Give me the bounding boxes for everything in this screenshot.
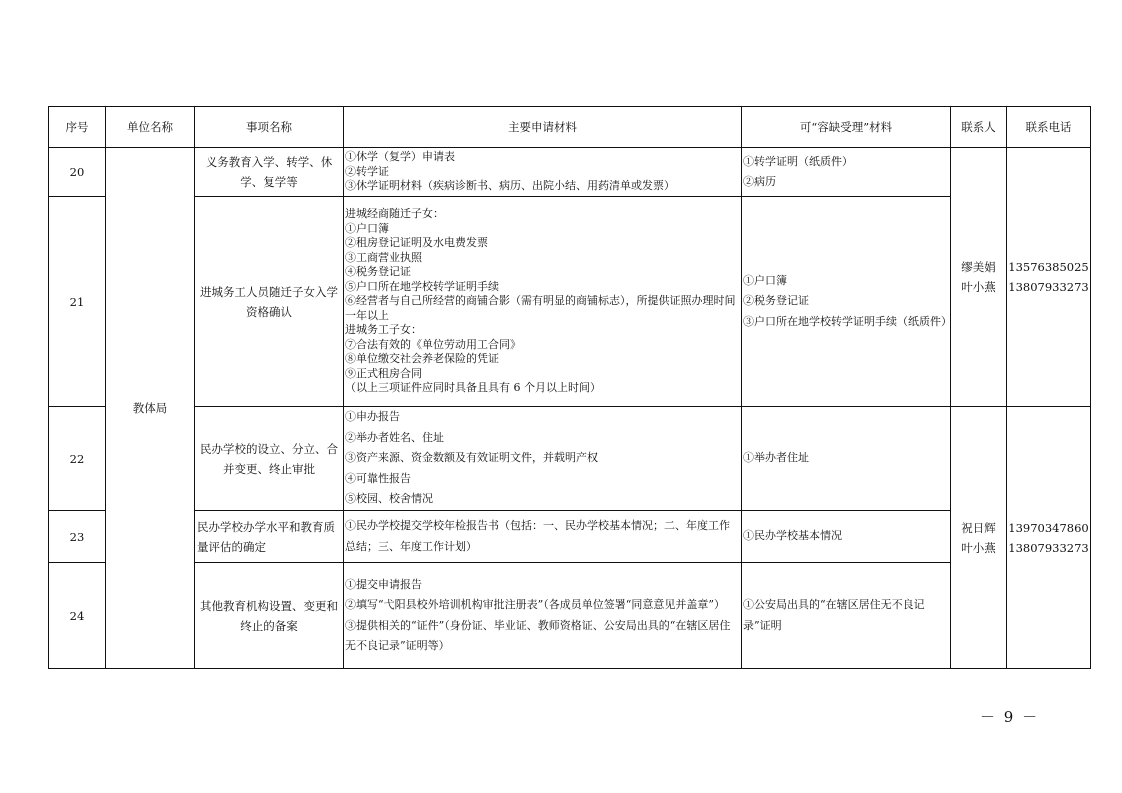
header-item: 事项名称: [195, 107, 344, 148]
header-contact: 联系人: [951, 107, 1007, 148]
material-line: ②填写“弋阳县校外培训机构审批注册表”（各成员单位签署“同意意见并盖章”）: [345, 598, 725, 611]
tolerant-line: ①民办学校基本情况: [743, 529, 842, 543]
material-line: ⑦合法有效的《单位劳动用工合同》: [345, 337, 521, 351]
contact-names-1: [951, 148, 1007, 407]
header-tolerant: 可“容缺受理”材料: [742, 107, 951, 148]
contact-phone: 13807933273: [1008, 540, 1089, 555]
material-line: ②转学证: [345, 164, 389, 178]
row-seq: 23: [49, 511, 106, 563]
row-seq: 21: [49, 197, 106, 407]
row-materials: [344, 197, 742, 407]
material-line: ④税务登记证: [345, 265, 411, 279]
data-table: [48, 106, 1091, 669]
material-line: ①民办学校提交学校年检报告书（包括：一、民办学校基本情况；二、年度工作总结；三、年度工作计划）: [345, 519, 730, 553]
material-line: ②举办者姓名、住址: [345, 430, 444, 444]
tolerant-line: ①举办者住址: [743, 451, 809, 465]
contact-name: 叶小燕: [961, 540, 996, 555]
row-materials: [344, 407, 742, 511]
material-line: ⑨正式租房合同: [345, 366, 422, 380]
table-row: [49, 407, 1091, 511]
row-seq: 22: [49, 407, 106, 511]
contact-phone: 13576385025: [1008, 260, 1089, 274]
material-line: ③资产来源、资金数额及有效证明文件，并载明产权: [345, 451, 598, 465]
contact-phones-1: [1007, 148, 1091, 407]
contact-phones-2: [1007, 407, 1091, 669]
contact-name: 叶小燕: [961, 280, 996, 294]
tolerant-line: ②病历: [743, 175, 776, 188]
material-line: ①户口簿: [345, 221, 389, 235]
material-line: ④可靠性报告: [345, 471, 411, 485]
tolerant-line: ①公安局出具的“在辖区居住无不良记录”证明: [743, 598, 925, 632]
unit-name: 教体局: [106, 148, 195, 669]
material-line: ②租房登记证明及水电费发票: [345, 236, 488, 250]
row-materials: [344, 148, 742, 197]
table-row: [49, 148, 1091, 197]
material-line: ①申办报告: [345, 410, 400, 424]
row-item: 民办学校办学水平和教育质量评估的确定: [195, 511, 344, 563]
material-line: （以上三项证件应同时具备且具有 6 个月以上时间）: [345, 381, 601, 395]
row-item: 其他教育机构设置、变更和终止的备案: [195, 563, 344, 669]
row-seq: 20: [49, 148, 106, 197]
header-phone: 联系电话: [1007, 107, 1091, 148]
material-line: 进城经商随迁子女：: [345, 207, 444, 221]
material-line: ③提供相关的“证件”（身份证、毕业证、教师资格证、公安局出具的“在辖区居住无不良记录”证明等）: [345, 618, 731, 652]
row-tolerant: [742, 197, 951, 407]
material-line: ⑤校园、校舍情况: [345, 492, 433, 506]
material-line: ⑧单位缴交社会养老保险的凭证: [345, 352, 499, 366]
material-line: ③休学证明材料（疾病诊断书、病历、出院小结、用药清单或发票）: [345, 179, 675, 193]
contact-phone: 13807933273: [1008, 280, 1089, 294]
tolerant-line: ①户口簿: [743, 273, 787, 287]
row-tolerant: [742, 148, 951, 197]
tolerant-line: ②税务登记证: [743, 294, 809, 308]
row-materials: [344, 511, 742, 563]
material-line: ③工商营业执照: [345, 250, 422, 264]
table-row: [49, 511, 1091, 563]
row-tolerant: [742, 407, 951, 511]
tolerant-line: ③户口所在地学校转学证明手续（纸质件）: [743, 314, 952, 328]
row-seq: 24: [49, 563, 106, 669]
header-seq: 序号: [49, 107, 106, 148]
row-item: 进城务工人员随迁子女入学资格确认: [195, 197, 344, 407]
contact-names-2: [951, 407, 1007, 669]
material-line: ⑤户口所在地学校转学证明手续: [345, 279, 499, 293]
table-row: [49, 563, 1091, 669]
material-line: ①提交申请报告: [345, 577, 422, 591]
row-item: 民办学校的设立、分立、合并变更、终止审批: [195, 407, 344, 511]
header-materials: 主要申请材料: [344, 107, 742, 148]
contact-name: 缪美娟: [961, 260, 996, 274]
material-line: 进城务工子女：: [345, 323, 422, 337]
header-unit: 单位名称: [106, 107, 195, 148]
tolerant-line: ①转学证明（纸质件）: [743, 154, 853, 168]
material-line: ①休学（复学）申请表: [345, 150, 455, 164]
material-line: ⑥经营者与自己所经营的商铺合影（需有明显的商铺标志），所提供证照办理时间一年以上: [345, 294, 736, 322]
table-row: [49, 197, 1091, 407]
contact-name: 祝日辉: [961, 520, 996, 535]
row-tolerant: [742, 563, 951, 669]
row-materials: [344, 563, 742, 669]
page-number: － 9 －: [980, 708, 1040, 726]
row-item: 义务教育入学、转学、休学、复学等: [195, 148, 344, 197]
contact-phone: 13970347860: [1008, 520, 1089, 535]
row-tolerant: [742, 511, 951, 563]
header-row: [49, 107, 1091, 148]
